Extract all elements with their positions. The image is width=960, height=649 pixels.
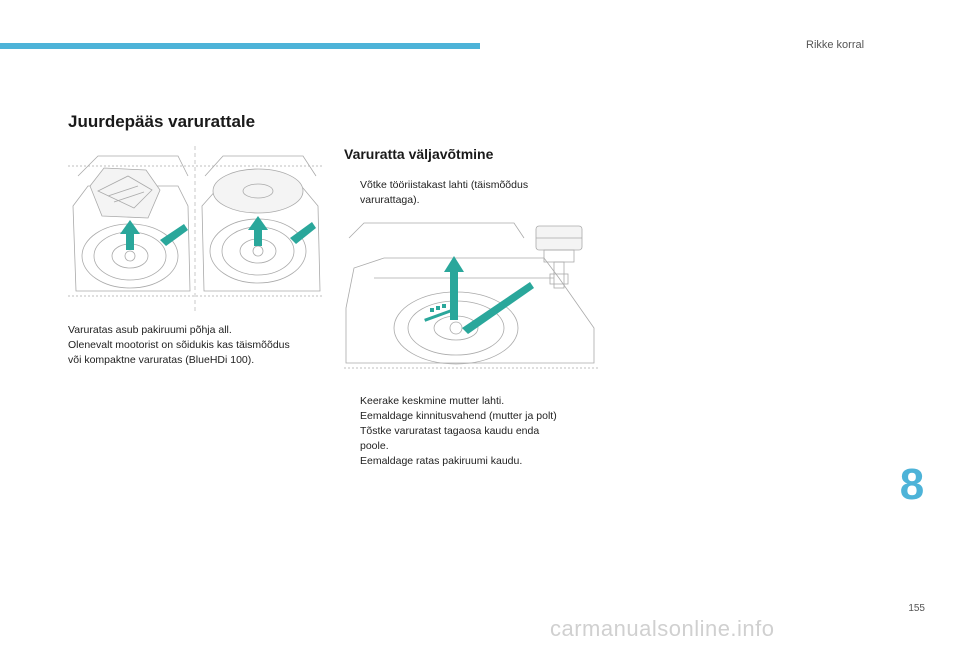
header-accent-bar [0, 43, 480, 49]
step-text: poole. [360, 440, 389, 452]
step-text: Eemaldage kinnitusvahend (mutter ja polt) [360, 410, 557, 422]
step-text: Võtke tööriistakast lahti (täismõõdus [360, 179, 529, 191]
step-item [344, 394, 614, 409]
watermark: carmanualsonline.info [550, 616, 775, 641]
step-item [344, 424, 614, 454]
text-line: Olenevalt mootorist on sõidukis kas täismõõdus [68, 339, 290, 351]
trunk-spare-wheel-illustration [68, 146, 322, 311]
page-number: 155 [908, 603, 925, 614]
step-text: Tõstke varuratast tagaosa kaudu enda [360, 425, 540, 437]
step-text: Keerake keskmine mutter lahti. [360, 395, 505, 407]
step-text: varurattaga). [360, 194, 420, 206]
wheel-removal-illustration [344, 218, 600, 386]
section-header: Rikke korral [806, 39, 865, 51]
text-line: Varuratas asub pakiruumi põhja all. [68, 324, 232, 336]
spare-wheel-location-text [68, 323, 338, 368]
step-item [344, 409, 614, 424]
page-title: Juurdepääs varurattale [68, 112, 256, 131]
chapter-number: 8 [899, 460, 925, 509]
step-text: Eemaldage ratas pakiruumi kaudu. [360, 455, 523, 467]
text-line: või kompaktne varuratas (BlueHDi 100). [68, 354, 255, 366]
section-title: Varuratta väljavõtmine [344, 146, 494, 162]
step-item [344, 454, 614, 469]
step-item [344, 178, 604, 208]
